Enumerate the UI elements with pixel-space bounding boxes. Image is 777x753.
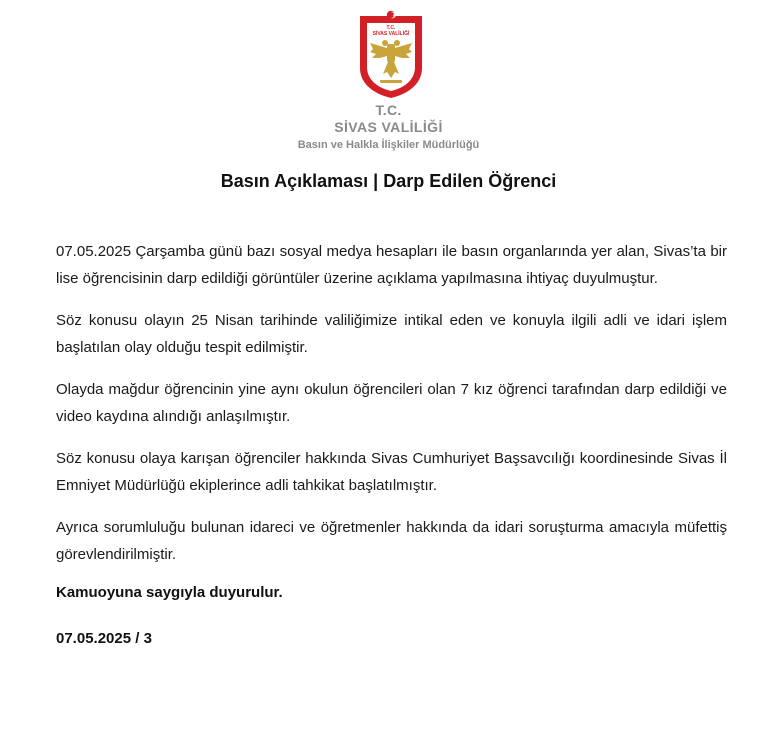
body-paragraph: 07.05.2025 Çarşamba günü bazı sosyal medya hesapları ile basın organlarında yer alan, Sivas’ta bir lise öğrencisinin darp edildiği görüntüler üzerine açıklama yapılmasına ihtiyaç duyulmuştur. (56, 243, 727, 287)
document-body (56, 238, 727, 652)
svg-text:SİVAS VALİLİĞİ: SİVAS VALİLİĞİ (372, 31, 410, 37)
country-abbreviation: T.C. (375, 102, 402, 118)
organization-name: SİVAS VALİLİĞİ (334, 119, 443, 135)
document-title: Basın Açıklaması | Darp Edilen Öğrenci (220, 171, 557, 191)
governorship-seal-icon (358, 10, 424, 100)
department-name: Basın ve Halkla İlişkiler Müdürlüğü (297, 139, 480, 151)
body-paragraph: Söz konusu olaya karışan öğrenciler hakkında Sivas Cumhuriyet Başsavcılığı koordinesinde Sivas İl Emniyet Müdürlüğü ekiplerince adli tahkikat başlatılmıştır. (56, 450, 727, 494)
document-reference: 07.05.2025 / 3 (56, 630, 152, 647)
body-paragraph: Söz konusu olayın 25 Nisan tarihinde valiliğimize intikal eden ve konuyla ilgili adli ve idari işlem başlatılan olay olduğu tespit edilmiştir. (56, 312, 727, 356)
body-paragraph: Olayda mağdur öğrencinin yine aynı okulun öğrencileri olan 7 kız öğrenci tarafından darp edildiği ve video kaydına alındığı anlaşılmıştır. (56, 381, 727, 425)
closing-statement: Kamuoyuna saygıyla duyurulur. (56, 584, 283, 601)
svg-text:T.C.: T.C. (386, 25, 396, 31)
body-paragraph: Ayrıca sorumluluğu bulunan idareci ve öğretmenler hakkında da idari soruşturma amacıyla müfettiş görevlendirilmiştir. (56, 519, 727, 563)
